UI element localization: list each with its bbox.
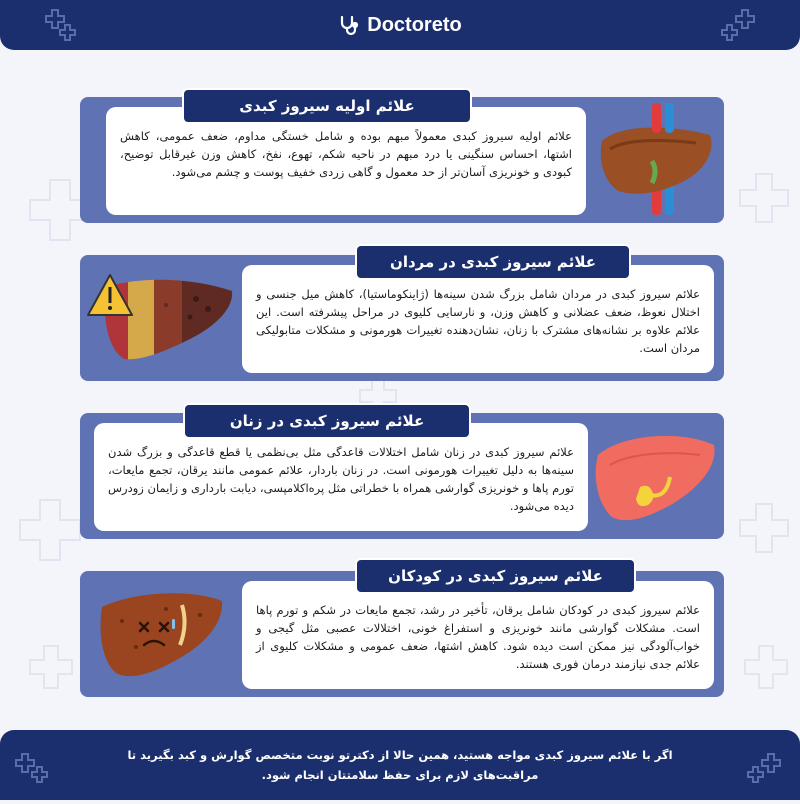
medical-cross-icon [742, 742, 790, 790]
section-text: علائم سیروز کبدی در مردان شامل بزرگ شدن سینه‌ها (ژاینکوماستیا)، کاهش میل جنسی و اختلال نعوظ، ضعف عضلانی و کاهش وزن، و نارسایی کلیوی در مراحل پیشرفته است. این علائم علاوه بر نشانه‌های مشترک با زنان، نشان‌دهنده تغییرات هورمونی و مشکلات متابولیکی مردان است. [256, 287, 700, 355]
section-title-text: علائم سیروز کبدی در زنان [229, 412, 425, 430]
section-text: علائم سیروز کبدی در کودکان شامل یرقان، تأخیر در رشد، تجمع مایعات در شکم و تورم پاها است. مشکلات گوارشی مانند خونریزی و استفراغ خونی، اختلالات عصبی مثل گیجی و خواب‌آلودگی نیز ممکن است دیده شود. کاهش اشتها، ضعف عمومی و مشکلات کلیوی از علائم جدی نیازمند درمان فوری هستند. [256, 603, 700, 671]
section-title-text: علائم سیروز کبدی در کودکان [388, 567, 603, 585]
section-title [355, 558, 636, 594]
brand-name: Doctoreto [367, 13, 462, 36]
sick-liver-icon [96, 585, 226, 685]
section-text-box [94, 423, 588, 531]
section-text: علائم سیروز کبدی در زنان شامل اختلالات قاعدگی مثل بی‌نظمی یا قطع قاعدگی و بزرگ شدن سینه‌ها به دلیل تغییرات هورمونی است. در زنان باردار، علائم عمومی مانند یرقان، تجمع مایعات، تورم پاها و خونریزی گوارشی همراه با خطراتی مثل پره‌اکلامپسی، دیابت بارداری و زایمان زودرس دیده می‌شود. [108, 445, 574, 513]
footer-bar [0, 730, 800, 800]
footer-cta-text: اگر با علائم سیروز کبدی مواجه هستید، همین حالا از دکترتو نوبت متخصص گوارش و کبد بگیرید تا مراقبت‌های لازم برای حفظ سلامتتان انجام شود. [127, 748, 673, 782]
section-title [183, 403, 471, 439]
stethoscope-logo-icon [338, 14, 360, 36]
section-text-box [242, 265, 714, 373]
section-title [182, 88, 472, 124]
section-text: علائم اولیه سیروز کبدی معمولاً مبهم بوده و شامل خستگی مداوم، ضعف عمومی، کاهش اشتها، احساس سنگینی یا درد مبهم در ناحیه شکم، تهوع، نفخ، کاهش وزن غیرقابل توضیح، کبودی و خونریزی آسان‌تر از حد معمول و گاهی زردی خفیف پوست و چشم می‌شود. [120, 129, 572, 179]
header-bar [0, 0, 800, 50]
liver-stages-warning-icon [86, 269, 236, 369]
section-text-box [242, 581, 714, 689]
medical-cross-icon [10, 742, 58, 790]
section-title [355, 244, 631, 280]
section-title-text: علائم اولیه سیروز کبدی [239, 97, 415, 115]
healthy-liver-icon [590, 425, 720, 529]
brand-logo[interactable] [0, 11, 800, 39]
liver-with-vessels-icon [592, 101, 720, 219]
section-title-text: علائم سیروز کبدی در مردان [390, 253, 596, 271]
